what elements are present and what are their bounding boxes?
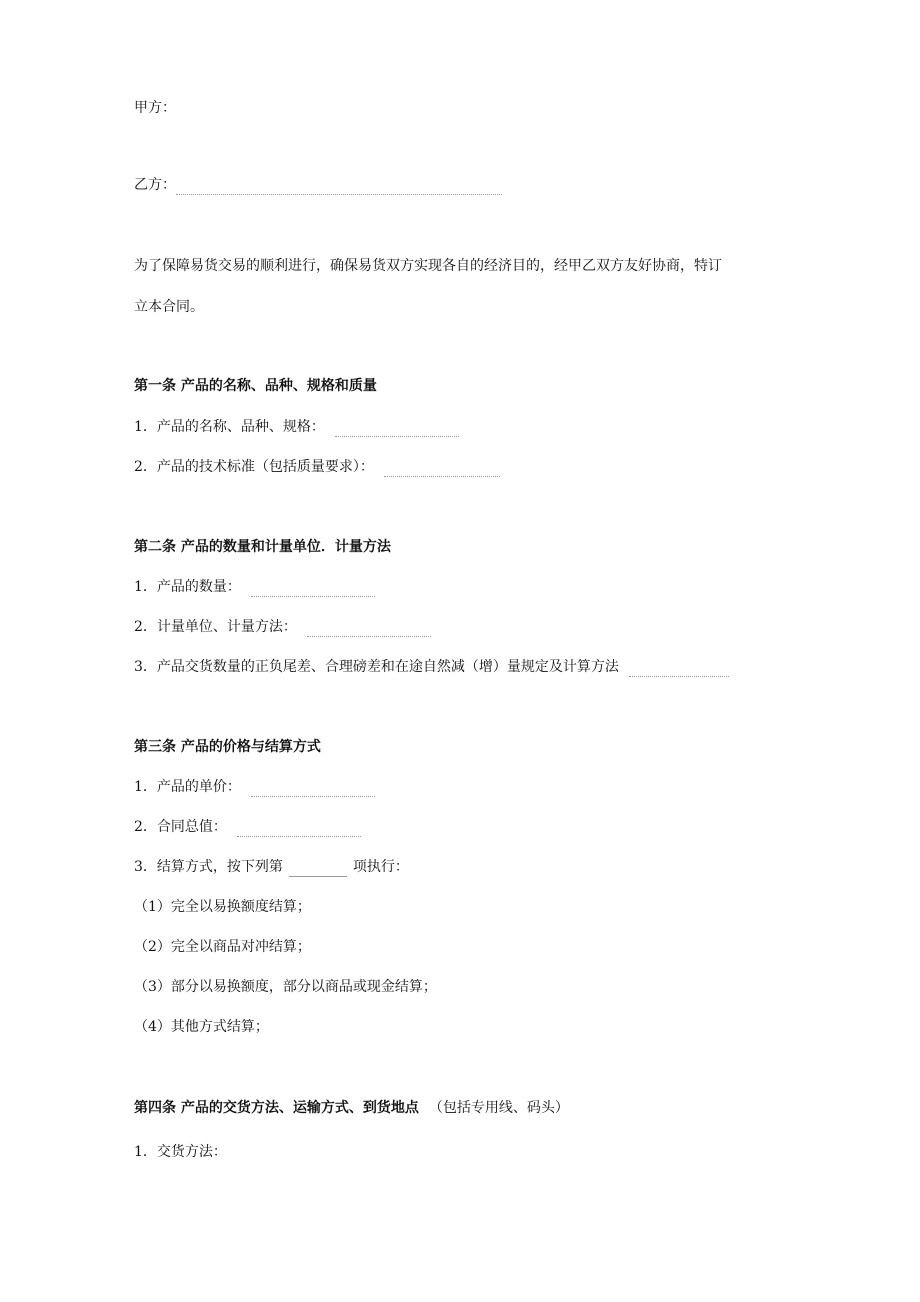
article-1-title [134,376,377,396]
article-3-option-1-text: （1）完全以易换额度结算； [134,899,311,915]
article-1-item-1-blank [335,422,459,437]
article-1-item-2 [134,457,500,477]
article-2-title [134,537,391,557]
article-3-option-2 [134,937,311,957]
article-1-item-1-text: 1．产品的名称、品种、规格： [134,419,325,435]
party-b-line [134,175,502,195]
preamble-line-1 [134,256,722,276]
article-3-item-3-text: 3．结算方式，按下列第 [134,859,283,875]
article-3-title-text: 第三条 产品的价格与结算方式 [134,739,321,755]
article-3-item-3 [134,857,409,877]
article-2-item-2-blank [307,622,431,637]
article-3-item-3-suffix: 项执行： [352,859,409,875]
article-3-item-2-text: 2．合同总值： [134,819,227,835]
article-1-title-text: 第一条 产品的名称、品种、规格和质量 [134,378,377,394]
article-2-item-1-text: 1．产品的数量： [134,579,241,595]
article-1-item-2-text: 2．产品的技术标准（包括质量要求）： [134,459,374,475]
article-3-item-2-blank [237,822,361,837]
article-4-item-1-text: 1．交货方法： [134,1144,227,1160]
article-1-item-2-blank [384,462,500,477]
article-2-item-3 [134,657,729,677]
article-3-item-3-blank [289,862,347,877]
preamble-line-2 [134,297,204,317]
article-3-option-1 [134,897,311,917]
article-4-item-1 [134,1142,227,1162]
article-4-title-text: 第四条 产品的交货方法、运输方式、到货地点 [134,1100,419,1116]
article-3-item-1-text: 1．产品的单价： [134,779,241,795]
party-a-line [134,98,176,118]
article-4-title [134,1098,569,1118]
article-2-item-3-text: 3．产品交货数量的正负尾差、合理磅差和在途自然减（增）量规定及计算方法 [134,659,619,675]
article-3-item-1 [134,777,375,797]
party-b-label: 乙方： [134,177,176,193]
article-2-title-text: 第二条 产品的数量和计量单位．计量方法 [134,539,391,555]
article-3-option-2-text: （2）完全以商品对冲结算； [134,939,311,955]
article-2-item-3-blank [629,662,729,677]
article-3-title [134,737,321,757]
article-2-item-2 [134,617,431,637]
article-3-item-1-blank [251,782,375,797]
article-3-item-2 [134,817,361,837]
party-a-label: 甲方： [134,100,176,116]
article-2-item-2-text: 2．计量单位、计量方法： [134,619,297,635]
article-2-item-1-blank [251,582,375,597]
article-1-item-1 [134,417,459,437]
article-2-item-1 [134,577,375,597]
article-3-option-3 [134,977,437,997]
party-b-blank [176,180,502,195]
preamble-text-2: 立本合同。 [134,299,204,315]
article-3-option-3-text: （3）部分以易换额度，部分以商品或现金结算； [134,979,437,995]
article-4-title-note: （包括专用线、码头） [428,1100,569,1116]
article-3-option-4 [134,1017,269,1037]
preamble-text-1: 为了保障易货交易的顺利进行，确保易货双方实现各自的经济目的，经甲乙双方友好协商，特订 [134,258,722,274]
article-3-option-4-text: （4）其他方式结算； [134,1019,269,1035]
